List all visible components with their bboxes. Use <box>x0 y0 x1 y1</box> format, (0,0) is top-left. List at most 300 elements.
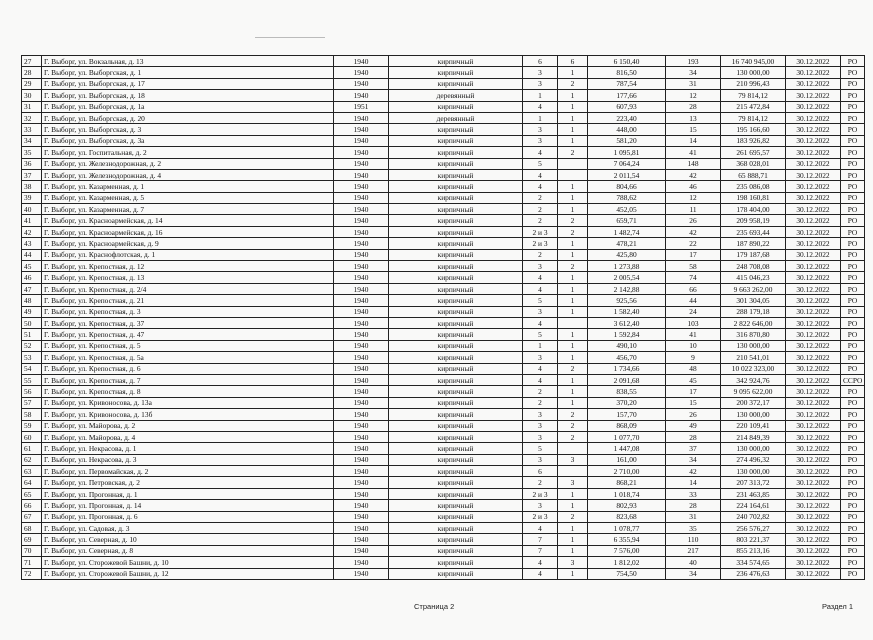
cell-residents: 33 <box>666 488 721 499</box>
cell-program: РО <box>841 101 865 112</box>
cell-program: РО <box>841 340 865 351</box>
cell-program: РО <box>841 454 865 465</box>
cell-entrances: 2 <box>558 363 588 374</box>
cell-cost: 178 404,00 <box>721 204 786 215</box>
cell-row-number: 27 <box>22 56 42 67</box>
cell-entrances: 1 <box>558 238 588 249</box>
table-row <box>22 158 865 169</box>
cell-address: Г. Выборг, ул. Краснофлотская, д. 1 <box>42 249 334 260</box>
cell-address: Г. Выборг, ул. Майорова, д. 4 <box>42 431 334 442</box>
cell-row-number: 52 <box>22 340 42 351</box>
cell-program: РО <box>841 329 865 340</box>
page-number-label: Страница 2 <box>414 602 455 611</box>
table-row <box>22 238 865 249</box>
cell-address: Г. Выборг, ул. Прогонная, д. 14 <box>42 500 334 511</box>
cell-date: 30.12.2022 <box>786 534 841 545</box>
cell-wall-material: кирпичный <box>389 523 523 534</box>
cell-residents: 17 <box>666 386 721 397</box>
table-row <box>22 374 865 385</box>
cell-row-number: 51 <box>22 329 42 340</box>
cell-entrances <box>558 158 588 169</box>
cell-address: Г. Выборг, ул. Выборгская, д. 18 <box>42 90 334 101</box>
cell-program: РО <box>841 261 865 272</box>
cell-address: Г. Выборг, ул. Прогонная, д. 1 <box>42 488 334 499</box>
cell-cost: 2 822 646,00 <box>721 317 786 328</box>
cell-entrances <box>558 317 588 328</box>
cell-row-number: 53 <box>22 352 42 363</box>
cell-year-built: 1940 <box>334 261 389 272</box>
cell-floors: 3 <box>523 454 558 465</box>
cell-address: Г. Выборг, ул. Крепостная, д. 5а <box>42 352 334 363</box>
cell-row-number: 54 <box>22 363 42 374</box>
cell-date: 30.12.2022 <box>786 101 841 112</box>
cell-wall-material: кирпичный <box>389 340 523 351</box>
cell-cost: 215 472,84 <box>721 101 786 112</box>
cell-year-built: 1951 <box>334 101 389 112</box>
cell-program: РО <box>841 420 865 431</box>
cell-address: Г. Выборг, ул. Выборгская, д. 17 <box>42 78 334 89</box>
cell-program: РО <box>841 147 865 158</box>
cell-wall-material: кирпичный <box>389 204 523 215</box>
cell-wall-material: деревянный <box>389 112 523 123</box>
cell-row-number: 30 <box>22 90 42 101</box>
cell-program: РО <box>841 78 865 89</box>
cell-area: 3 612,40 <box>588 317 666 328</box>
cell-program: РО <box>841 500 865 511</box>
cell-residents: 66 <box>666 283 721 294</box>
cell-area: 788,62 <box>588 192 666 203</box>
cell-address: Г. Выборг, ул. Казарменная, д. 1 <box>42 181 334 192</box>
cell-date: 30.12.2022 <box>786 215 841 226</box>
cell-residents: 11 <box>666 204 721 215</box>
cell-entrances: 6 <box>558 56 588 67</box>
cell-program: РО <box>841 386 865 397</box>
cell-date: 30.12.2022 <box>786 204 841 215</box>
cell-cost: 274 496,32 <box>721 454 786 465</box>
cell-cost: 130 000,00 <box>721 340 786 351</box>
cell-entrances: 1 <box>558 352 588 363</box>
cell-year-built: 1940 <box>334 272 389 283</box>
cell-row-number: 65 <box>22 488 42 499</box>
cell-residents: 40 <box>666 557 721 568</box>
cell-entrances: 1 <box>558 545 588 556</box>
cell-cost: 256 576,27 <box>721 523 786 534</box>
table-row <box>22 386 865 397</box>
cell-year-built: 1940 <box>334 158 389 169</box>
cell-floors: 3 <box>523 306 558 317</box>
table-row <box>22 340 865 351</box>
cell-entrances: 1 <box>558 272 588 283</box>
cell-floors: 4 <box>523 169 558 180</box>
cell-program: РО <box>841 56 865 67</box>
cell-entrances: 2 <box>558 431 588 442</box>
table-row <box>22 181 865 192</box>
cell-program: РО <box>841 306 865 317</box>
cell-cost: 301 304,05 <box>721 295 786 306</box>
table-row <box>22 78 865 89</box>
cell-address: Г. Выборг, ул. Северная, д. 10 <box>42 534 334 545</box>
cell-year-built: 1940 <box>334 204 389 215</box>
cell-row-number: 49 <box>22 306 42 317</box>
cell-wall-material: кирпичный <box>389 135 523 146</box>
table-row <box>22 261 865 272</box>
cell-address: Г. Выборг, ул. Крепостная, д. 7 <box>42 374 334 385</box>
cell-residents: 34 <box>666 454 721 465</box>
cell-program: РО <box>841 135 865 146</box>
cell-year-built: 1940 <box>334 192 389 203</box>
cell-wall-material: кирпичный <box>389 386 523 397</box>
cell-cost: 200 372,17 <box>721 397 786 408</box>
cell-wall-material: кирпичный <box>389 78 523 89</box>
cell-entrances: 1 <box>558 374 588 385</box>
cell-floors: 3 <box>523 431 558 442</box>
cell-cost: 210 996,43 <box>721 78 786 89</box>
cell-date: 30.12.2022 <box>786 181 841 192</box>
cell-program: РО <box>841 124 865 135</box>
cell-year-built: 1940 <box>334 557 389 568</box>
cell-year-built: 1940 <box>334 317 389 328</box>
cell-row-number: 44 <box>22 249 42 260</box>
cell-floors: 6 <box>523 466 558 477</box>
table-row <box>22 420 865 431</box>
cell-year-built: 1940 <box>334 181 389 192</box>
cell-year-built: 1940 <box>334 568 389 579</box>
cell-entrances: 2 <box>558 511 588 522</box>
cell-entrances: 1 <box>558 500 588 511</box>
cell-date: 30.12.2022 <box>786 283 841 294</box>
cell-cost: 209 958,19 <box>721 215 786 226</box>
table-row <box>22 523 865 534</box>
cell-floors: 1 <box>523 112 558 123</box>
cell-program: РО <box>841 215 865 226</box>
cell-floors: 4 <box>523 363 558 374</box>
table-row <box>22 192 865 203</box>
cell-program: РО <box>841 283 865 294</box>
cell-address: Г. Выборг, ул. Северная, д. 8 <box>42 545 334 556</box>
table-row <box>22 409 865 420</box>
cell-year-built: 1940 <box>334 249 389 260</box>
cell-cost: 130 000,00 <box>721 466 786 477</box>
cell-residents: 13 <box>666 112 721 123</box>
cell-year-built: 1940 <box>334 545 389 556</box>
cell-wall-material: кирпичный <box>389 397 523 408</box>
cell-date: 30.12.2022 <box>786 466 841 477</box>
cell-address: Г. Выборг, ул. Выборгская, д. 1а <box>42 101 334 112</box>
cell-cost: 207 313,72 <box>721 477 786 488</box>
cell-area: 1 482,74 <box>588 226 666 237</box>
table-row <box>22 363 865 374</box>
cell-residents: 10 <box>666 340 721 351</box>
cell-entrances: 2 <box>558 78 588 89</box>
cell-area: 1 078,77 <box>588 523 666 534</box>
cell-row-number: 42 <box>22 226 42 237</box>
cell-wall-material: кирпичный <box>389 306 523 317</box>
cell-date: 30.12.2022 <box>786 443 841 454</box>
cell-residents: 22 <box>666 238 721 249</box>
cell-entrances: 1 <box>558 112 588 123</box>
cell-residents: 34 <box>666 568 721 579</box>
cell-floors: 2 <box>523 215 558 226</box>
cell-year-built: 1940 <box>334 215 389 226</box>
cell-date: 30.12.2022 <box>786 545 841 556</box>
cell-program: РО <box>841 488 865 499</box>
cell-year-built: 1940 <box>334 454 389 465</box>
cell-program: РО <box>841 545 865 556</box>
cell-cost: 235 693,44 <box>721 226 786 237</box>
cell-address: Г. Выборг, ул. Петровская, д. 2 <box>42 477 334 488</box>
cell-area: 2 011,54 <box>588 169 666 180</box>
cell-entrances: 3 <box>558 477 588 488</box>
table-row <box>22 272 865 283</box>
cell-program: РО <box>841 466 865 477</box>
cell-cost: 334 574,65 <box>721 557 786 568</box>
cell-cost: 195 166,60 <box>721 124 786 135</box>
cell-area: 1 592,84 <box>588 329 666 340</box>
cell-cost: 65 888,71 <box>721 169 786 180</box>
cell-program: РО <box>841 523 865 534</box>
cell-program: РО <box>841 192 865 203</box>
cell-row-number: 31 <box>22 101 42 112</box>
cell-row-number: 35 <box>22 147 42 158</box>
cell-cost: 187 890,22 <box>721 238 786 249</box>
table-row <box>22 56 865 67</box>
cell-floors: 2 <box>523 249 558 260</box>
cell-date: 30.12.2022 <box>786 135 841 146</box>
cell-residents: 193 <box>666 56 721 67</box>
cell-floors: 2 и 3 <box>523 511 558 522</box>
cell-program: РО <box>841 443 865 454</box>
cell-cost: 9 095 622,00 <box>721 386 786 397</box>
cell-year-built: 1940 <box>334 90 389 101</box>
cell-address: Г. Выборг, ул. Вокзальная, д. 13 <box>42 56 334 67</box>
cell-residents: 24 <box>666 306 721 317</box>
cell-address: Г. Выборг, ул. Госпитальная, д. 2 <box>42 147 334 158</box>
cell-date: 30.12.2022 <box>786 511 841 522</box>
cell-floors: 2 <box>523 386 558 397</box>
cell-residents: 28 <box>666 431 721 442</box>
cell-year-built: 1940 <box>334 124 389 135</box>
cell-area: 6 150,40 <box>588 56 666 67</box>
cell-wall-material: кирпичный <box>389 147 523 158</box>
cell-entrances: 3 <box>558 557 588 568</box>
cell-row-number: 48 <box>22 295 42 306</box>
cell-year-built: 1940 <box>334 477 389 488</box>
cell-program: РО <box>841 409 865 420</box>
cell-date: 30.12.2022 <box>786 238 841 249</box>
cell-row-number: 29 <box>22 78 42 89</box>
cell-residents: 31 <box>666 78 721 89</box>
cell-year-built: 1940 <box>334 226 389 237</box>
cell-row-number: 66 <box>22 500 42 511</box>
cell-program: РО <box>841 158 865 169</box>
cell-floors: 2 и 3 <box>523 238 558 249</box>
cell-area: 816,50 <box>588 67 666 78</box>
cell-address: Г. Выборг, ул. Сторожевой Башни, д. 10 <box>42 557 334 568</box>
cell-cost: 214 849,39 <box>721 431 786 442</box>
table-row <box>22 443 865 454</box>
cell-residents: 48 <box>666 363 721 374</box>
section-label: Раздел 1 <box>821 602 853 611</box>
cell-address: Г. Выборг, ул. Железнодорожная, д. 2 <box>42 158 334 169</box>
cell-wall-material: кирпичный <box>389 169 523 180</box>
cell-date: 30.12.2022 <box>786 158 841 169</box>
cell-wall-material: кирпичный <box>389 192 523 203</box>
cell-cost: 236 476,63 <box>721 568 786 579</box>
table-row <box>22 204 865 215</box>
cell-residents: 15 <box>666 397 721 408</box>
cell-residents: 17 <box>666 249 721 260</box>
cell-row-number: 72 <box>22 568 42 579</box>
cell-row-number: 58 <box>22 409 42 420</box>
cell-program: РО <box>841 295 865 306</box>
cell-cost: 240 702,82 <box>721 511 786 522</box>
cell-area: 868,21 <box>588 477 666 488</box>
cell-address: Г. Выборг, ул. Первомайская, д. 2 <box>42 466 334 477</box>
cell-floors: 3 <box>523 67 558 78</box>
cell-cost: 130 000,00 <box>721 443 786 454</box>
cell-wall-material: кирпичный <box>389 511 523 522</box>
cell-residents: 31 <box>666 511 721 522</box>
cell-program: РО <box>841 352 865 363</box>
cell-wall-material: кирпичный <box>389 226 523 237</box>
cell-area: 1 273,88 <box>588 261 666 272</box>
cell-area: 7 576,00 <box>588 545 666 556</box>
cell-row-number: 46 <box>22 272 42 283</box>
cell-row-number: 34 <box>22 135 42 146</box>
cell-address: Г. Выборг, ул. Выборгская, д. 3а <box>42 135 334 146</box>
cell-area: 7 064,24 <box>588 158 666 169</box>
cell-wall-material: кирпичный <box>389 431 523 442</box>
cell-cost: 855 213,16 <box>721 545 786 556</box>
cell-date: 30.12.2022 <box>786 374 841 385</box>
cell-cost: 79 814,12 <box>721 90 786 101</box>
table-row <box>22 454 865 465</box>
cell-date: 30.12.2022 <box>786 409 841 420</box>
cell-cost: 210 541,01 <box>721 352 786 363</box>
cell-wall-material: кирпичный <box>389 67 523 78</box>
cell-address: Г. Выборг, ул. Красноармейская, д. 16 <box>42 226 334 237</box>
cell-year-built: 1940 <box>334 523 389 534</box>
cell-entrances: 1 <box>558 488 588 499</box>
cell-floors: 3 <box>523 124 558 135</box>
cell-residents: 12 <box>666 90 721 101</box>
cell-floors: 2 и 3 <box>523 226 558 237</box>
cell-wall-material: кирпичный <box>389 420 523 431</box>
cell-cost: 342 924,76 <box>721 374 786 385</box>
cell-residents: 15 <box>666 124 721 135</box>
cell-address: Г. Выборг, ул. Крепостная, д. 47 <box>42 329 334 340</box>
cell-entrances: 1 <box>558 283 588 294</box>
cell-residents: 28 <box>666 500 721 511</box>
cell-cost: 130 000,00 <box>721 409 786 420</box>
cell-floors: 2 <box>523 397 558 408</box>
cell-area: 787,54 <box>588 78 666 89</box>
cell-year-built: 1940 <box>334 340 389 351</box>
cell-area: 452,05 <box>588 204 666 215</box>
cell-entrances: 1 <box>558 135 588 146</box>
table-row <box>22 317 865 328</box>
cell-program: РО <box>841 226 865 237</box>
cell-date: 30.12.2022 <box>786 454 841 465</box>
cell-area: 868,09 <box>588 420 666 431</box>
table-row <box>22 135 865 146</box>
cell-row-number: 55 <box>22 374 42 385</box>
cell-entrances: 3 <box>558 454 588 465</box>
scan-artifact-line <box>255 37 325 38</box>
cell-year-built: 1940 <box>334 397 389 408</box>
cell-row-number: 71 <box>22 557 42 568</box>
cell-entrances <box>558 169 588 180</box>
table-row <box>22 90 865 101</box>
cell-area: 425,80 <box>588 249 666 260</box>
cell-address: Г. Выборг, ул. Кривоносова, д. 13б <box>42 409 334 420</box>
cell-year-built: 1940 <box>334 283 389 294</box>
cell-residents: 14 <box>666 477 721 488</box>
table-row <box>22 431 865 442</box>
cell-program: РО <box>841 112 865 123</box>
cell-date: 30.12.2022 <box>786 488 841 499</box>
cell-floors: 3 <box>523 261 558 272</box>
cell-year-built: 1940 <box>334 511 389 522</box>
cell-cost: 261 695,57 <box>721 147 786 158</box>
table-row <box>22 568 865 579</box>
cell-entrances: 1 <box>558 568 588 579</box>
cell-year-built: 1940 <box>334 56 389 67</box>
cell-date: 30.12.2022 <box>786 431 841 442</box>
cell-year-built: 1940 <box>334 78 389 89</box>
table-row <box>22 147 865 158</box>
cell-entrances: 1 <box>558 295 588 306</box>
cell-wall-material: кирпичный <box>389 261 523 272</box>
cell-program: РО <box>841 272 865 283</box>
cell-date: 30.12.2022 <box>786 420 841 431</box>
cell-address: Г. Выборг, ул. Крепостная, д. 13 <box>42 272 334 283</box>
cell-date: 30.12.2022 <box>786 352 841 363</box>
cell-floors: 4 <box>523 523 558 534</box>
cell-residents: 49 <box>666 420 721 431</box>
cell-entrances: 1 <box>558 90 588 101</box>
cell-program: РО <box>841 238 865 249</box>
cell-cost: 288 179,18 <box>721 306 786 317</box>
cell-program: РО <box>841 511 865 522</box>
cell-entrances <box>558 443 588 454</box>
cell-floors: 2 <box>523 477 558 488</box>
cell-program: РО <box>841 557 865 568</box>
cell-row-number: 40 <box>22 204 42 215</box>
cell-residents: 41 <box>666 329 721 340</box>
cell-address: Г. Выборг, ул. Железнодорожная, д. 4 <box>42 169 334 180</box>
cell-area: 161,00 <box>588 454 666 465</box>
cell-residents: 34 <box>666 67 721 78</box>
cell-area: 1 582,40 <box>588 306 666 317</box>
cell-residents: 35 <box>666 523 721 534</box>
cell-address: Г. Выборг, ул. Майорова, д. 2 <box>42 420 334 431</box>
cell-address: Г. Выборг, ул. Выборгская, д. 3 <box>42 124 334 135</box>
cell-program: РО <box>841 181 865 192</box>
cell-floors: 2 <box>523 204 558 215</box>
cell-cost: 130 000,00 <box>721 67 786 78</box>
cell-row-number: 59 <box>22 420 42 431</box>
cell-address: Г. Выборг, ул. Выборгская, д. 20 <box>42 112 334 123</box>
cell-floors: 5 <box>523 329 558 340</box>
cell-wall-material: кирпичный <box>389 454 523 465</box>
cell-address: Г. Выборг, ул. Сторожевой Башни, д. 12 <box>42 568 334 579</box>
cell-row-number: 37 <box>22 169 42 180</box>
cell-program: РО <box>841 169 865 180</box>
table-row <box>22 488 865 499</box>
cell-area: 1 812,02 <box>588 557 666 568</box>
table-row <box>22 352 865 363</box>
